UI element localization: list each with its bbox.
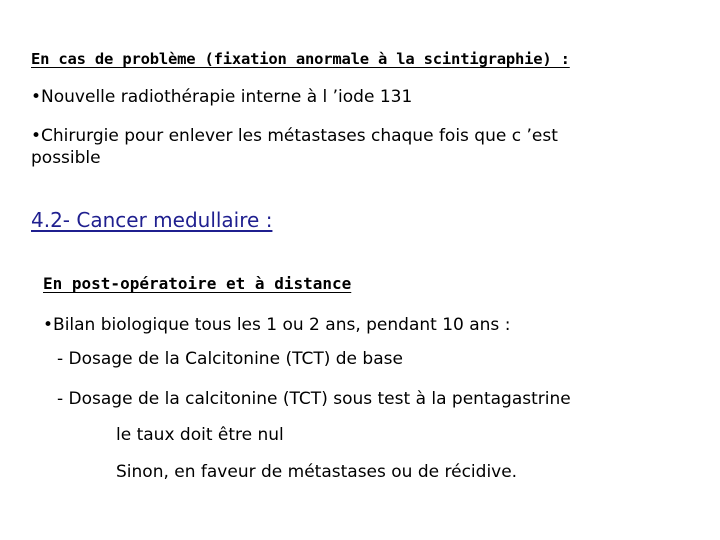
bullet-radiotherapy: •Nouvelle radiothérapie interne à l ’iode 131 xyxy=(31,87,413,107)
dash-item-calcitonine-base: - Dosage de la Calcitonine (TCT) de base xyxy=(57,349,403,369)
section2-title: 4.2- Cancer medullaire : xyxy=(31,208,273,232)
bullet-surgery-line2: possible xyxy=(31,148,101,168)
section2-subheading: En post-opératoire et à distance xyxy=(43,274,352,293)
dash-item-calcitonine-test: - Dosage de la calcitonine (TCT) sous test à la pentagastrine xyxy=(57,389,571,409)
note-taux-nul: le taux doit être nul xyxy=(116,425,284,445)
section1-heading: En cas de problème (fixation anormale à la scintigraphie) : xyxy=(31,50,570,68)
note-sinon-metastases: Sinon, en faveur de métastases ou de récidive. xyxy=(116,462,518,482)
bullet-surgery-line1: •Chirurgie pour enlever les métastases chaque fois que c ’est xyxy=(31,126,558,146)
bullet-bilan-biologique: •Bilan biologique tous les 1 ou 2 ans, pendant 10 ans : xyxy=(43,315,511,335)
